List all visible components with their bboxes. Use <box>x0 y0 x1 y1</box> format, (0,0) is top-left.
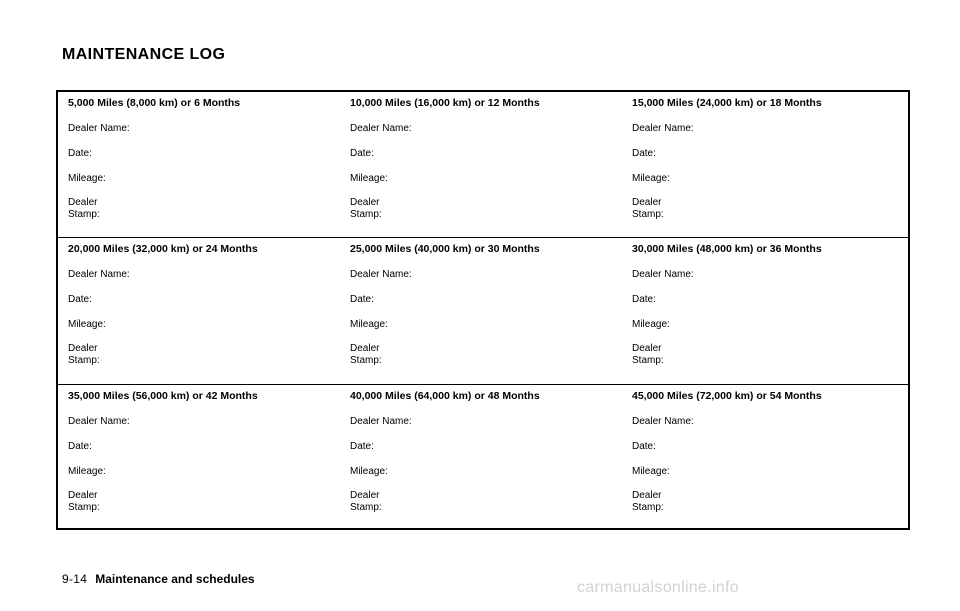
interval-heading: 35,000 Miles (56,000 km) or 42 Months <box>68 390 258 402</box>
mileage-label: Mileage: <box>632 466 670 477</box>
watermark: carmanualsonline.info <box>577 579 739 596</box>
date-label: Date: <box>350 294 374 305</box>
date-label: Date: <box>68 294 92 305</box>
dealer-stamp-label: Dealer Stamp: <box>68 343 100 366</box>
date-label: Date: <box>350 441 374 452</box>
mileage-label: Mileage: <box>350 466 388 477</box>
section-title: Maintenance and schedules <box>95 572 255 586</box>
mileage-label: Mileage: <box>632 319 670 330</box>
dealer-stamp-label: Dealer Stamp: <box>350 490 382 513</box>
log-row <box>58 238 908 385</box>
dealer-stamp-label: Dealer Stamp: <box>632 343 664 366</box>
dealer-name-label: Dealer Name: <box>632 123 694 134</box>
log-entry <box>340 385 622 528</box>
page-title: MAINTENANCE LOG <box>62 46 226 63</box>
dealer-name-label: Dealer Name: <box>350 416 412 427</box>
maintenance-log-table <box>56 90 910 530</box>
log-entry <box>622 385 908 528</box>
log-entry <box>58 385 340 528</box>
dealer-name-label: Dealer Name: <box>632 269 694 280</box>
dealer-name-label: Dealer Name: <box>632 416 694 427</box>
dealer-stamp-label: Dealer Stamp: <box>350 197 382 220</box>
log-entry <box>340 238 622 384</box>
interval-heading: 30,000 Miles (48,000 km) or 36 Months <box>632 243 822 255</box>
dealer-name-label: Dealer Name: <box>350 123 412 134</box>
dealer-stamp-label: Dealer Stamp: <box>68 197 100 220</box>
mileage-label: Mileage: <box>68 466 106 477</box>
page-footer <box>62 572 255 586</box>
mileage-label: Mileage: <box>632 173 670 184</box>
interval-heading: 25,000 Miles (40,000 km) or 30 Months <box>350 243 540 255</box>
mileage-label: Mileage: <box>350 173 388 184</box>
log-entry <box>622 92 908 237</box>
date-label: Date: <box>632 441 656 452</box>
interval-heading: 40,000 Miles (64,000 km) or 48 Months <box>350 390 540 402</box>
dealer-stamp-label: Dealer Stamp: <box>632 490 664 513</box>
page-number: 9-14 <box>62 572 88 586</box>
log-entry <box>58 238 340 384</box>
dealer-name-label: Dealer Name: <box>350 269 412 280</box>
log-row <box>58 92 908 238</box>
dealer-name-label: Dealer Name: <box>68 123 130 134</box>
interval-heading: 20,000 Miles (32,000 km) or 24 Months <box>68 243 258 255</box>
log-entry <box>58 92 340 237</box>
dealer-stamp-label: Dealer Stamp: <box>68 490 100 513</box>
log-entry <box>622 238 908 384</box>
interval-heading: 45,000 Miles (72,000 km) or 54 Months <box>632 390 822 402</box>
mileage-label: Mileage: <box>68 319 106 330</box>
dealer-stamp-label: Dealer Stamp: <box>350 343 382 366</box>
dealer-stamp-label: Dealer Stamp: <box>632 197 664 220</box>
date-label: Date: <box>632 294 656 305</box>
log-row <box>58 385 908 528</box>
dealer-name-label: Dealer Name: <box>68 416 130 427</box>
mileage-label: Mileage: <box>68 173 106 184</box>
interval-heading: 10,000 Miles (16,000 km) or 12 Months <box>350 97 540 109</box>
date-label: Date: <box>350 148 374 159</box>
interval-heading: 15,000 Miles (24,000 km) or 18 Months <box>632 97 822 109</box>
interval-heading: 5,000 Miles (8,000 km) or 6 Months <box>68 97 241 109</box>
log-entry <box>340 92 622 237</box>
mileage-label: Mileage: <box>350 319 388 330</box>
dealer-name-label: Dealer Name: <box>68 269 130 280</box>
date-label: Date: <box>632 148 656 159</box>
date-label: Date: <box>68 441 92 452</box>
date-label: Date: <box>68 148 92 159</box>
